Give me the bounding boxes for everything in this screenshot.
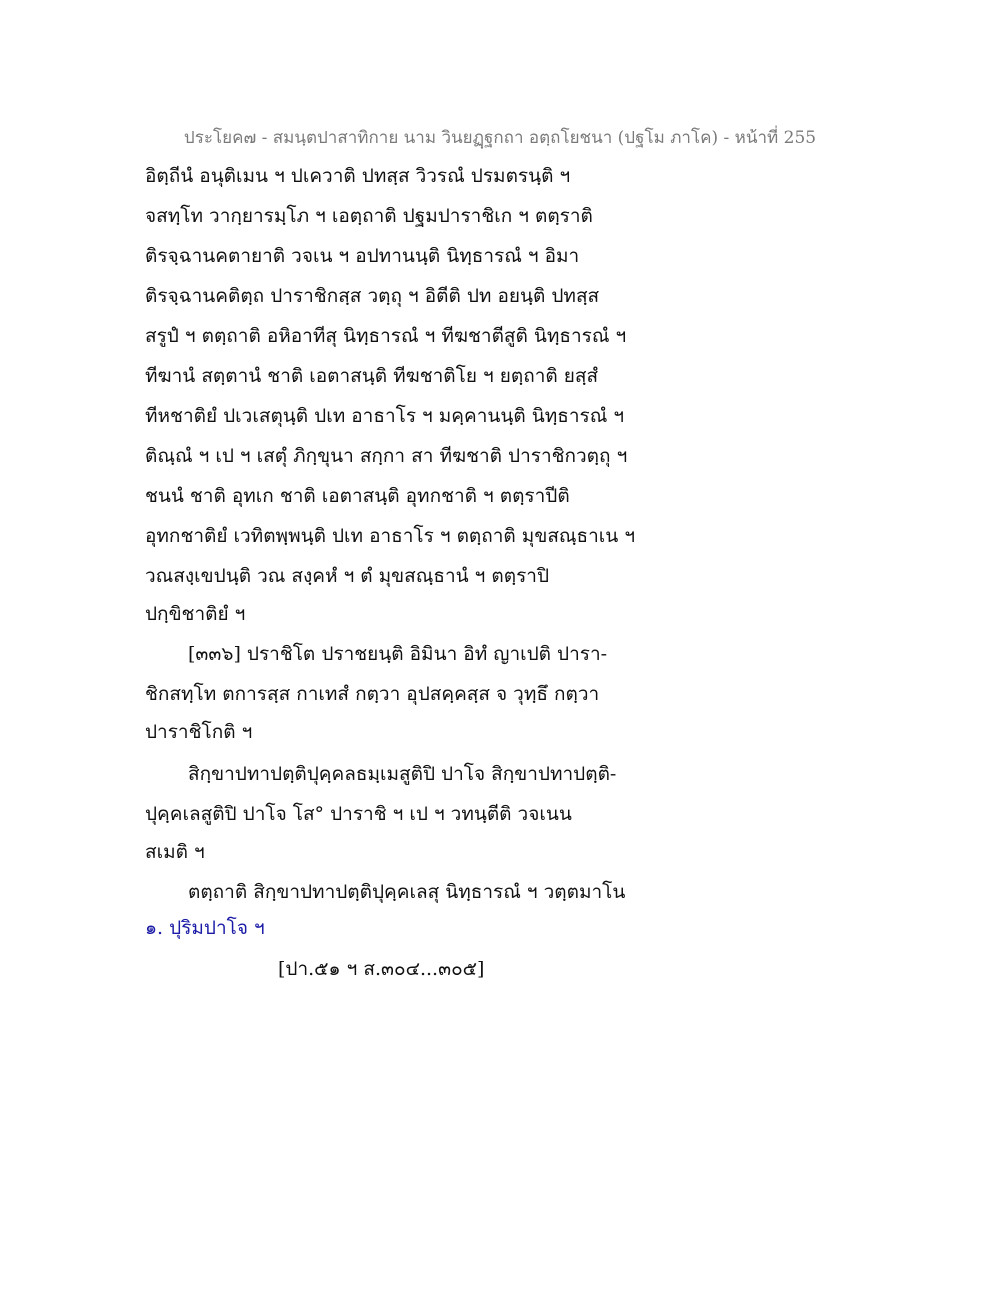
text-line: ติณฺณํ ฯ เป ฯ เสตุํ ภิกฺขุนา สกฺกา สา ทีฆชาติ ปาราชิกวตฺถุ ฯ [145,445,628,467]
text-line: อิตฺถีนํ อนุติเมน ฯ ปเควาติ ปทสฺส วิวรณํ ปรมตรนฺติ ฯ [145,165,571,187]
text-line: ทีฆานํ สตฺตานํ ชาติ เอตาสนฺติ ทีฆชาติโย ฯ ยตฺถาติ ยสฺสํ [145,365,599,387]
text-line: อุทกชาติยํ เวทิตพฺพนฺติ ปเท อาธาโร ฯ ตตฺถาติ มุขสณฺธาเน ฯ [145,525,636,547]
text-line: ชิกสทฺโท ตการสฺส กาเทสํ กตฺวา อุปสคฺคสฺส จ วุทฺธึ กตฺวา [145,683,600,705]
text-line: จสทฺโท วากฺยารมฺโภ ฯ เอตฺถาติ ปฐมปาราชิเก ฯ ตตฺราติ [145,205,593,227]
text-line: [๓๓๖] ปราชิโต ปราชยนฺติ อิมินา อิทํ ญาเปติ ปารา- [188,643,608,665]
text-line: สิกฺขาปทาปตฺติปุคฺคลธมฺเมสูติปิ ปาโจ สิกฺขาปทาปตฺติ- [188,763,617,785]
footnote: ๑. ปุริมปาโจ ฯ [145,917,265,939]
text-line: ติรจฺฉานคติตฺถ ปาราชิกสฺส วตฺถุ ฯ อิตีติ ปท อยนฺติ ปทสฺส [145,285,600,307]
text-line: ชนนํ ชาติ อุทเก ชาติ เอตาสนฺติ อุทกชาติ ฯ ตตฺราปีติ [145,485,570,507]
text-line: ปกฺขิชาติยํ ฯ [145,603,246,625]
text-line: ติรจฺฉานคตายาติ วจเน ฯ อปทานนฺติ นิทฺธารณํ ฯ อิมา [145,245,580,267]
text-line: สรูปํ ฯ ตตฺถาติ อหิอาทีสุ นิทฺธารณํ ฯ ทีฆชาตีสูติ นิทฺธารณํ ฯ [145,325,627,347]
text-line: วณสงฺเขปนฺติ วณ สงฺคหํ ฯ ตํ มุขสณฺธานํ ฯ ตตฺราปิ [145,565,550,587]
text-line: ปุคฺคเลสูติปิ ปาโจ โส° ปาราชิ ฯ เป ฯ วทนฺตีติ วจเนน [145,803,572,825]
text-line: สเมติ ฯ [145,841,205,863]
text-line: ตตฺถาติ สิกฺขาปทาปตฺติปุคฺคเลสุ นิทฺธารณํ ฯ วตฺตมาโน [188,881,626,903]
text-line: ทีหชาติยํ ปเวเสตุนฺติ ปเท อาธาโร ฯ มคฺคานนฺติ นิทฺธารณํ ฯ [145,405,625,427]
page-header: ประโยค๗ - สมนฺตปาสาทิกาย นาม วินยฏฺฐกถา อตฺถโยชนา (ปฐโม ภาโค) - หน้าที่ 255 [183,128,817,148]
text-line: ปาราชิโกติ ฯ [145,721,253,743]
page-reference: [ปา.๕๑ ฯ ส.๓๐๔...๓๐๕] [278,958,485,980]
